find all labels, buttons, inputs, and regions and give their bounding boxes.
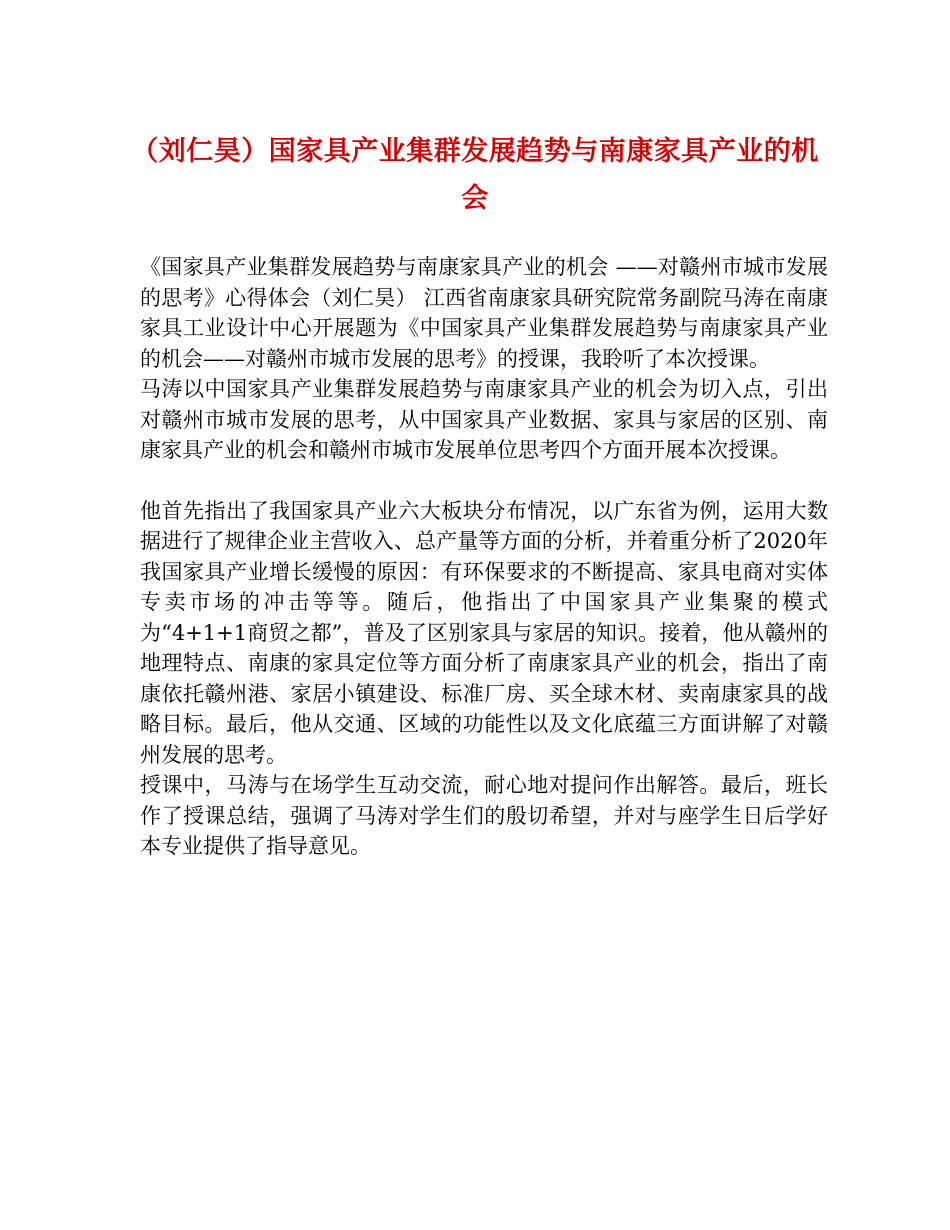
document-title: （刘仁昊）国家具产业集群发展趋势与南康家具产业的机会: [131, 136, 819, 214]
document-body: [140, 252, 828, 862]
overview-paragraph: 马涛以中国家具产业集群发展趋势与南康家具产业的机会为切入点，引出对赣州市城市发展的思考，从中国家具产业数据、家具与家居的区别、南康家具产业的机会和赣州市城市发展单位思考四个方面开展本次授课。: [140, 377, 828, 462]
closing-paragraph: 授课中，马涛与在场学生互动交流，耐心地对提问作出解答。最后，班长作了授课总结，强调了马涛对学生们的殷切希望，并对与座学生日后学好本专业提供了指导意见。: [140, 773, 828, 858]
intro-paragraph: 《国家具产业集群发展趋势与南康家具产业的机会 ——对赣州市城市发展的思考》心得体会（刘仁昊） 江西省南康家具研究院常务副院马涛在南康家具工业设计中心开展题为《中国家具产业集群发展趋势与南康家具产业的机会——对赣州市城市发展的思考》的授课，我聆听了本次授课。: [140, 255, 828, 371]
paragraph-spacer: [140, 466, 828, 496]
lecture-content-paragraph: 他首先指出了我国家具产业六大板块分布情况，以广东省为例，运用大数据进行了规律企业主营收入、总产量等方面的分析，并着重分析了2020年我国家具产业增长缓慢的原因：有环保要求的不断提高、家具电商对实体专卖市场的冲击等等。随后，他指出了中国家具产业集聚的模式为“4+1+1商贸之都”，普及了区别家具与家居的知识。接着，他从赣州的地理特点、南康的家具定位等方面分析了南康家具产业的机会，指出了南康依托赣州港、家居小镇建设、标准厂房、买全球木材、卖南康家具的战略目标。最后，他从交通、区域的功能性以及文化底蕴三方面讲解了对赣州发展的思考。: [140, 498, 828, 767]
